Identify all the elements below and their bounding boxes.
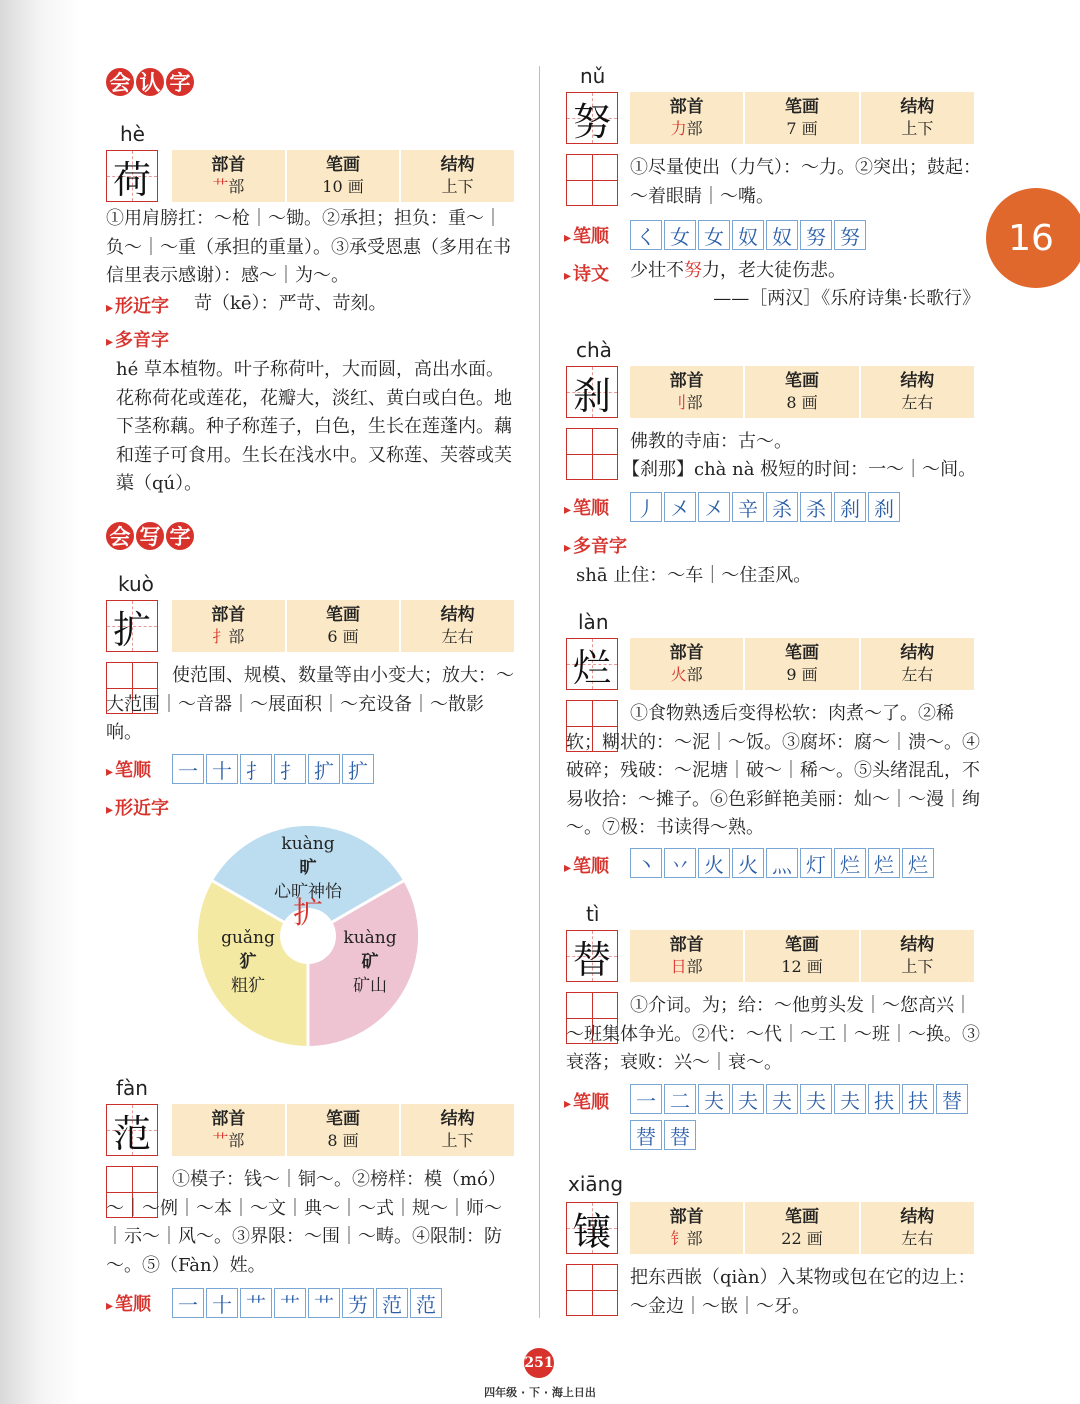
stroke-step: 刹 (834, 492, 866, 522)
stroke-step: 杀 (800, 492, 832, 522)
pinyin-fan: fàn (116, 1076, 148, 1100)
stroke-step: 刹 (868, 492, 900, 522)
stroke-step: 一 (630, 1084, 662, 1114)
stroke-step: 火 (732, 848, 764, 878)
stroke-step: 一 (172, 754, 204, 784)
wheel-top: kuàng 旷 心旷神怡 (274, 834, 342, 902)
stroke-step: 奴 (766, 220, 798, 250)
stroke-step: 㐅 (698, 492, 730, 522)
stroke-step: 扶 (868, 1084, 900, 1114)
definition-cha-1: 佛教的寺庙：古～。 (630, 431, 792, 452)
stroke-step: 烂 (868, 848, 900, 878)
stroke-step: 十 (206, 1288, 238, 1318)
char-box-xiang: 镶 (566, 1202, 618, 1254)
stroke-step: 灯 (800, 848, 832, 878)
info-table-cha: 部首 刂部 笔画 8 画 结构 左右 (630, 366, 974, 418)
stroke-step: 替 (664, 1120, 696, 1150)
pinyin-cha: chà (576, 338, 612, 362)
stroke-step: 十 (206, 754, 238, 784)
stroke-step: く (630, 220, 662, 250)
stroke-step: 扶 (902, 1084, 934, 1114)
definition-nu: ①尽量使出（力气）：～力。②突出；鼓起：～着眼睛｜～嘴。 (630, 157, 981, 207)
similar-he: 苛（kē）：严苛、苛刻。 (194, 293, 387, 314)
char-box-ti: 替 (566, 930, 618, 982)
char-box-he: 荷 (106, 150, 158, 202)
stroke-step: 范 (410, 1288, 442, 1318)
info-table-he: 部首 艹部 笔画 10 画 结构 上下 (172, 150, 514, 202)
stroke-step: 夫 (732, 1084, 764, 1114)
stroke-step: 灬 (766, 848, 798, 878)
label-order-kuo: ▸ 笔顺 (106, 756, 151, 782)
definition-lan: ①食物熟透后变得松软：肉煮～了。②稀软；糊状的：～泥｜～饭。③腐坏：腐～｜溃～。④破碎；残破：～泥塘｜破～｜稀～。⑤头绪混乱，不易收拾：～摊子。⑥色彩鲜艳美丽：灿～｜～漫｜绚～。⑦极：书读得～熟。 (566, 703, 980, 838)
pinyin-lan: làn (578, 610, 609, 634)
label-poly-he: ▸ 多音字 (106, 326, 169, 352)
stroke-step: 替 (630, 1120, 662, 1150)
stroke-step: 杀 (766, 492, 798, 522)
stroke-order-cha (630, 492, 980, 522)
stroke-step: 夫 (800, 1084, 832, 1114)
section-badge-recognize: 会 认 字 (104, 66, 194, 98)
stroke-step: 烂 (902, 848, 934, 878)
stroke-order-nu (630, 220, 980, 250)
stroke-step: 二 (664, 1084, 696, 1114)
stroke-step: 火 (698, 848, 730, 878)
info-table-nu: 部首 力部 笔画 7 画 结构 上下 (630, 92, 974, 144)
stroke-step: 丷 (664, 848, 696, 878)
pinyin-kuo: kuò (118, 572, 154, 596)
info-table-xiang: 部首 钅部 笔画 22 画 结构 左右 (630, 1202, 974, 1254)
stroke-step: 扌 (274, 754, 306, 784)
definition-fan: ①模子：钱～｜铜～。②榜样：模（mó）～｜～例｜～本｜～文｜典～｜～式｜规～｜师～｜示～｜风～。③界限：～围｜～畴。④限制：防～。⑤（Fàn）姓。 (106, 1169, 506, 1276)
poly-he: hé 草本植物。叶子称荷叶，大而圆，高出水面。花称荷花或莲花，花瓣大，淡红、黄白或白色。地下茎称藕。种子称莲子，白色，生长在莲蓬内。藕和莲子可食用。生长在浅水中。又称莲、芙蓉或芙蕖（qú）。 (116, 359, 512, 494)
stroke-step: 女 (698, 220, 730, 250)
stroke-step: 扩 (342, 754, 374, 784)
stroke-step: 一 (172, 1288, 204, 1318)
stroke-step: 艹 (240, 1288, 272, 1318)
char-box-nu: 努 (566, 92, 618, 144)
column-divider (539, 66, 540, 1318)
lesson-number-badge: 16 (986, 188, 1080, 288)
stroke-step: 艹 (308, 1288, 340, 1318)
stroke-order-lan (630, 848, 980, 878)
label-order-ti: ▸ 笔顺 (564, 1088, 609, 1114)
page-number: 251 (524, 1348, 554, 1378)
wheel-center-char: 扩 (293, 896, 323, 931)
char-box-cha: 刹 (566, 366, 618, 418)
stroke-step: 扌 (240, 754, 272, 784)
pinyin-ti: tì (586, 902, 600, 926)
definition-xiang: 把东西嵌（qiàn）入某物或包在它的边上：～金边｜～嵌｜～牙。 (630, 1267, 976, 1317)
stroke-step: 夫 (698, 1084, 730, 1114)
definition-cha-2: 【刹那】chà nà 极短的时间：一～｜～间。 (622, 459, 977, 480)
writing-box-xiang (566, 1264, 618, 1316)
section-badge-write: 会 写 字 (104, 520, 194, 552)
pinyin-nu: nǔ (580, 64, 606, 88)
label-order-lan: ▸ 笔顺 (564, 852, 609, 878)
writing-box-nu (566, 154, 618, 206)
footer-title: 四年级 · 下 · 海上日出 (484, 1386, 596, 1399)
definition-he: ①用肩膀扛：～枪｜～锄。②承担；担负：重～｜负～｜～重（承担的重量）。③承受恩惠（多用在书信里表示感谢）：感～｜为～。 (106, 208, 511, 286)
stroke-step: 夫 (766, 1084, 798, 1114)
label-similar-he: ▸ 形近字 (106, 292, 169, 318)
pinyin-xiang: xiāng (568, 1172, 624, 1196)
stroke-order-fan (172, 1288, 522, 1318)
char-box-fan: 范 (106, 1104, 158, 1156)
stroke-step: 扩 (308, 754, 340, 784)
poly-cha: shā 止住：～车｜～住歪风。 (576, 565, 812, 586)
stroke-step: 努 (834, 220, 866, 250)
char-box-kuo: 扩 (106, 600, 158, 652)
info-table-ti: 部首 日部 笔画 12 画 结构 上下 (630, 930, 974, 982)
wheel-left: guǎng 犷 粗犷 (221, 928, 275, 996)
stroke-step: 丿 (630, 492, 662, 522)
poem-line-nu: 少壮不努力，老大徒伤悲。 (630, 260, 846, 281)
stroke-step: 艻 (342, 1288, 374, 1318)
stroke-step: 奴 (732, 220, 764, 250)
stroke-step: 替 (936, 1084, 968, 1114)
stroke-step: 丶 (630, 848, 662, 878)
wheel-right: kuàng 矿 矿山 (343, 928, 397, 996)
label-order-fan: ▸ 笔顺 (106, 1290, 151, 1316)
poem-source-nu: ——［两汉］《乐府诗集·长歌行》 (713, 288, 980, 309)
info-table-kuo: 部首 扌部 笔画 6 画 结构 左右 (172, 600, 514, 652)
info-table-fan: 部首 艹部 笔画 8 画 结构 上下 (172, 1104, 514, 1156)
pinyin-he: hè (120, 122, 145, 146)
stroke-step: 㐅 (664, 492, 696, 522)
stroke-step: 女 (664, 220, 696, 250)
char-box-lan: 烂 (566, 638, 618, 690)
definition-kuo: 使范围、规模、数量等由小变大；放大：～大范围｜～音器｜～展面积｜～充设备｜～散影响。 (106, 665, 514, 743)
label-poem-nu: ▸ 诗文 (564, 260, 609, 286)
stroke-step: 范 (376, 1288, 408, 1318)
writing-box-cha (566, 428, 618, 480)
label-order-nu: ▸ 笔顺 (564, 222, 609, 248)
stroke-step: 烂 (834, 848, 866, 878)
label-poly-cha: ▸ 多音字 (564, 532, 627, 558)
stroke-step: 夫 (834, 1084, 866, 1114)
stroke-step: 艹 (274, 1288, 306, 1318)
info-table-lan: 部首 火部 笔画 9 画 结构 左右 (630, 638, 974, 690)
stroke-step: 辛 (732, 492, 764, 522)
label-order-cha: ▸ 笔顺 (564, 494, 609, 520)
label-similar-kuo: ▸ 形近字 (106, 794, 169, 820)
stroke-step: 努 (800, 220, 832, 250)
stroke-order-kuo (172, 754, 512, 784)
stroke-order-ti (630, 1084, 980, 1150)
definition-ti: ①介词。为；给：～他剪头发｜～您高兴｜～班集体争光。②代：～代｜～工｜～班｜～换。③衰落；衰败：兴～｜衰～。 (566, 995, 980, 1073)
